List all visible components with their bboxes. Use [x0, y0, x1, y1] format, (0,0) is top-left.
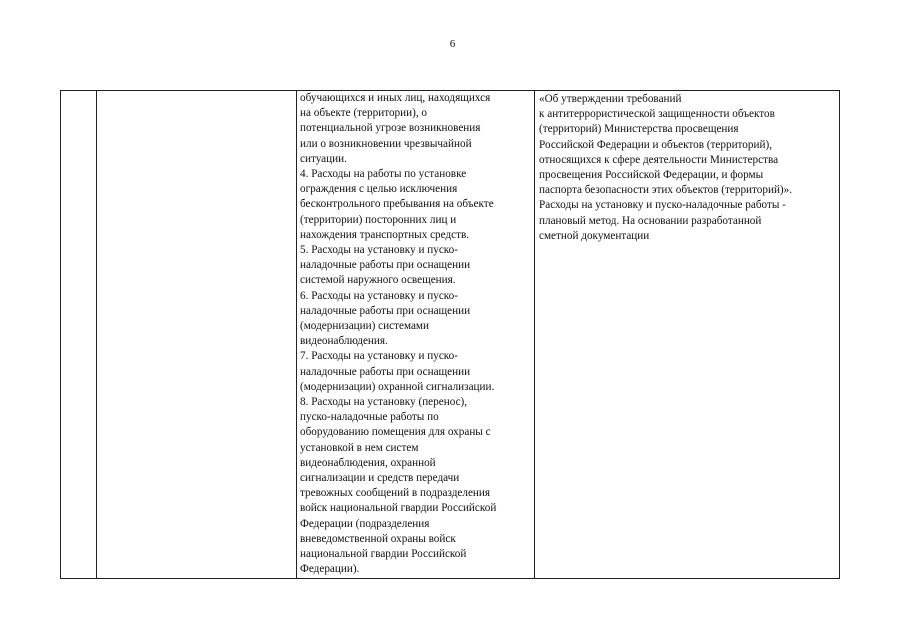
- expense-table: [60, 90, 840, 579]
- table-cell-basis: [535, 91, 840, 579]
- table-cell-name: [97, 91, 297, 579]
- table-cell-number: [61, 91, 97, 579]
- cell-text-basis: «Об утверждении требований к антитеррористической защищенности объектов (территорий) Министерства просвещения Российской Федерации и объектов (территорий), относящихся к сфере деятельности Министерства просвещения Российской Федерации, и формы паспорта безопасности этих объектов (территорий)». Расходы на установку и пуско-наладочные работы - плановый метод. На основании разработанной сметной документации: [539, 93, 793, 242]
- page-number: 6: [449, 38, 456, 50]
- table-cell-expenses: [297, 91, 535, 579]
- table-row: [61, 91, 840, 579]
- cell-text-expenses: обучающихся и иных лиц, находящихся на объекте (территории), о потенциальной угрозе возникновения или о возникновении чрезвычайной ситуации. 4. Расходы на работы по установке ограждения с целью исключения бесконтрольного пребывания на объекте (территории) посторонних лиц и нахождения транспортных средств. 5. Расходы на установку и пуско- наладочные работы при оснащении системой наружного освещения. 6. Расходы на установку и пуско- наладочные работы при оснащении (модернизации) системами видеонаблюдения. 7. Расходы на установку и пуско- наладочные работы при оснащении (модернизации) охранной сигнализации. 8. Расходы на установку (перенос), пуско-наладочные работы по оборудованию помещения для охраны с установкой в нем систем видеонаблюдения, охранной сигнализации и средств передачи тревожных сообщений в подразделения войск национальной гвардии Российской Федерации (подразделения вневедомственной охраны войск национальной гвардии Российской Федерации).: [300, 92, 497, 576]
